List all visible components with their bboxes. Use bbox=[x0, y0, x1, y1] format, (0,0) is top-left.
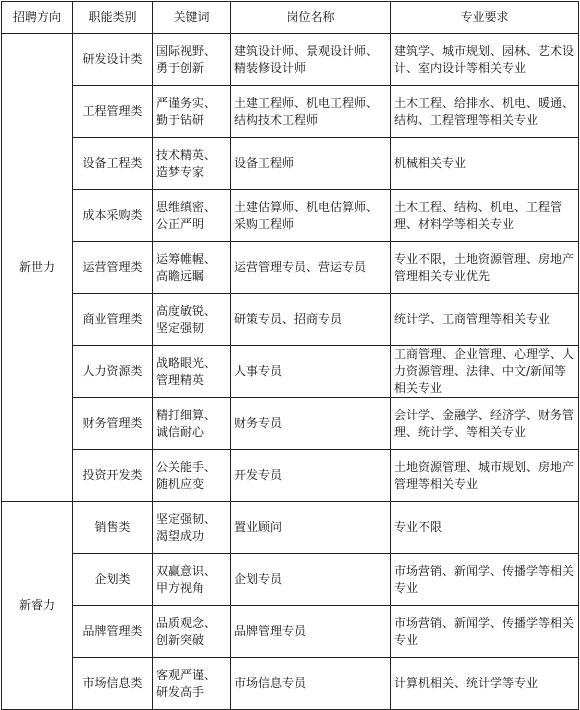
direction-cell: 新睿力 bbox=[2, 502, 73, 710]
category-cell: 工程管理类 bbox=[73, 86, 153, 138]
keywords-cell: 坚定强韧、渴望成功 bbox=[153, 502, 231, 554]
recruitment-table bbox=[1, 1, 579, 710]
position-cell: 人事专员 bbox=[231, 346, 391, 398]
requirement-cell: 市场营销、新闻学、传播学等相关专业 bbox=[391, 606, 579, 658]
header-row bbox=[2, 2, 579, 34]
table-row bbox=[2, 502, 579, 554]
category-cell: 商业管理类 bbox=[73, 294, 153, 346]
position-cell: 设备工程师 bbox=[231, 138, 391, 190]
requirement-cell: 市场营销、新闻学、传播学等相关专业 bbox=[391, 554, 579, 606]
keywords-cell: 高度敏锐、坚定强韧 bbox=[153, 294, 231, 346]
position-cell: 开发专员 bbox=[231, 450, 391, 502]
requirement-cell: 专业不限，土地资源管理、房地产管理相关专业优先 bbox=[391, 242, 579, 294]
header-requirement: 专业要求 bbox=[391, 2, 579, 34]
keywords-cell: 运筹帷幄、高瞻远瞩 bbox=[153, 242, 231, 294]
table-row bbox=[2, 294, 579, 346]
requirement-cell: 专业不限 bbox=[391, 502, 579, 554]
requirement-cell: 统计学、工商管理等相关专业 bbox=[391, 294, 579, 346]
header-keywords: 关键词 bbox=[153, 2, 231, 34]
requirement-cell: 工商管理、企业管理、心理学、人力资源管理、法律、中文/新闻等相关专业 bbox=[391, 346, 579, 398]
requirement-cell: 会计学、金融学、经济学、财务管理、统计学、等相关专业 bbox=[391, 398, 579, 450]
table-body bbox=[2, 34, 579, 710]
position-cell: 品牌管理专员 bbox=[231, 606, 391, 658]
category-cell: 投资开发类 bbox=[73, 450, 153, 502]
table-row bbox=[2, 190, 579, 242]
table-row bbox=[2, 658, 579, 710]
keywords-cell: 客观严谨、研发高手 bbox=[153, 658, 231, 710]
category-cell: 成本采购类 bbox=[73, 190, 153, 242]
category-cell: 市场信息类 bbox=[73, 658, 153, 710]
table-row bbox=[2, 346, 579, 398]
position-cell: 置业顾问 bbox=[231, 502, 391, 554]
table-row bbox=[2, 242, 579, 294]
table-row bbox=[2, 554, 579, 606]
category-cell: 运营管理类 bbox=[73, 242, 153, 294]
table-row bbox=[2, 398, 579, 450]
header-position: 岗位名称 bbox=[231, 2, 391, 34]
position-cell: 土建工程师、机电工程师、结构技术工程师 bbox=[231, 86, 391, 138]
position-cell: 运营管理专员、营运专员 bbox=[231, 242, 391, 294]
direction-cell: 新世力 bbox=[2, 34, 73, 502]
keywords-cell: 思维缜密、公正严明 bbox=[153, 190, 231, 242]
keywords-cell: 双赢意识、甲方视角 bbox=[153, 554, 231, 606]
category-cell: 人力资源类 bbox=[73, 346, 153, 398]
requirement-cell: 土木工程、给排水、机电、暖通、结构、工程管理等相关专业 bbox=[391, 86, 579, 138]
keywords-cell: 公关能手、随机应变 bbox=[153, 450, 231, 502]
position-cell: 企划专员 bbox=[231, 554, 391, 606]
table-row bbox=[2, 450, 579, 502]
requirement-cell: 土地资源管理、城市规划、房地产管理等相关专业 bbox=[391, 450, 579, 502]
keywords-cell: 技术精英、造梦专家 bbox=[153, 138, 231, 190]
position-cell: 建筑设计师、景观设计师、精装修设计师 bbox=[231, 34, 391, 86]
table-row bbox=[2, 606, 579, 658]
table-row bbox=[2, 138, 579, 190]
category-cell: 研发设计类 bbox=[73, 34, 153, 86]
category-cell: 销售类 bbox=[73, 502, 153, 554]
table-row bbox=[2, 86, 579, 138]
position-cell: 土建估算师、机电估算师、采购工程师 bbox=[231, 190, 391, 242]
keywords-cell: 品质观念、创新突破 bbox=[153, 606, 231, 658]
keywords-cell: 战略眼光、管理精英 bbox=[153, 346, 231, 398]
position-cell: 研策专员、招商专员 bbox=[231, 294, 391, 346]
requirement-cell: 机械相关专业 bbox=[391, 138, 579, 190]
keywords-cell: 精打细算、诚信耐心 bbox=[153, 398, 231, 450]
header-direction: 招聘方向 bbox=[2, 2, 73, 34]
keywords-cell: 国际视野、勇于创新 bbox=[153, 34, 231, 86]
header-category: 职能类别 bbox=[73, 2, 153, 34]
position-cell: 财务专员 bbox=[231, 398, 391, 450]
category-cell: 品牌管理类 bbox=[73, 606, 153, 658]
category-cell: 财务管理类 bbox=[73, 398, 153, 450]
position-cell: 市场信息专员 bbox=[231, 658, 391, 710]
category-cell: 企划类 bbox=[73, 554, 153, 606]
category-cell: 设备工程类 bbox=[73, 138, 153, 190]
requirement-cell: 建筑学、城市规划、园林、艺术设计、室内设计等相关专业 bbox=[391, 34, 579, 86]
requirement-cell: 计算机相关、统计学等专业 bbox=[391, 658, 579, 710]
keywords-cell: 严谨务实、勤于钻研 bbox=[153, 86, 231, 138]
requirement-cell: 土木工程、结构、机电、工程管理、材料学等相关专业 bbox=[391, 190, 579, 242]
table-row bbox=[2, 34, 579, 86]
